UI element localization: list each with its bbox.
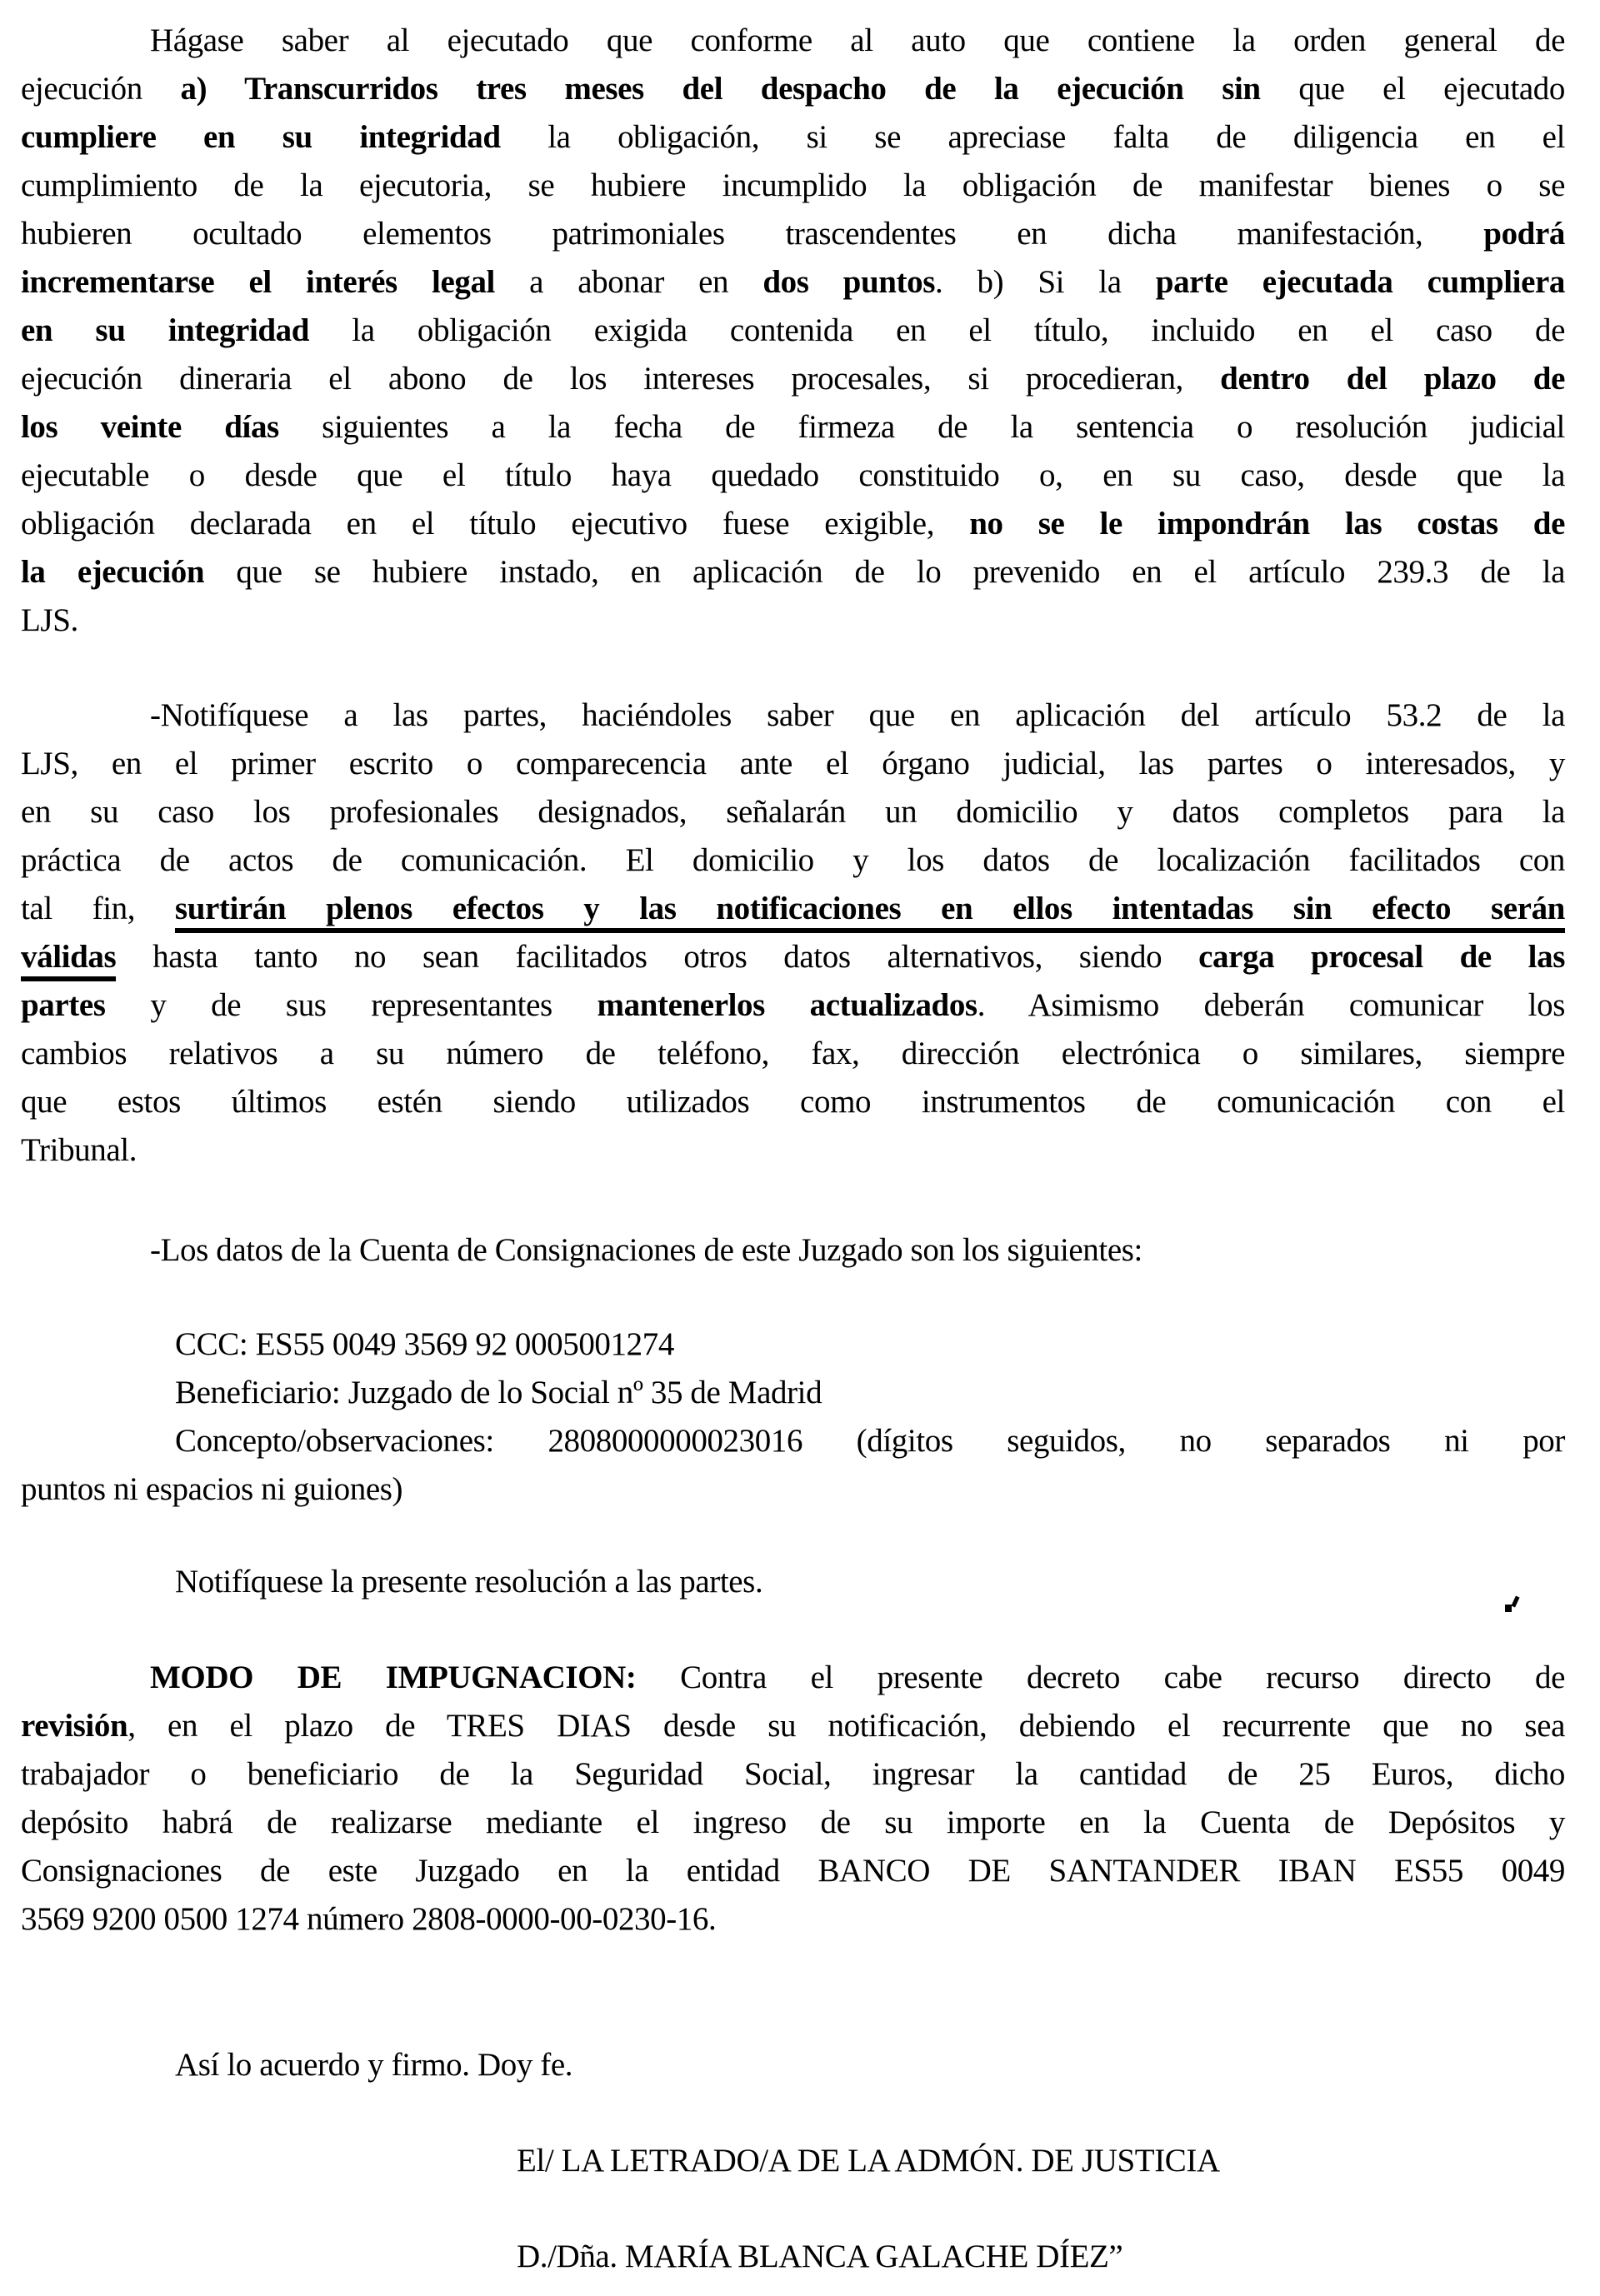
text-run: -Notifíquese a las partes, haciéndoles saber que en aplicación del artículo 53.2 de la: [150, 697, 1565, 733]
document-line: [21, 1750, 1565, 1799]
paragraph-modo-impugnacion: [21, 1654, 1565, 1944]
document-line: [21, 836, 1565, 885]
document-line: [21, 403, 1565, 452]
text-run: que el ejecutado: [1260, 71, 1565, 107]
text-run: 3569 9200 0500 1274 número 2808-0000-00-0230-16.: [21, 1901, 717, 1937]
document-line: [21, 1226, 1565, 1275]
document-line: [21, 307, 1565, 355]
document-line: [21, 933, 1565, 981]
document-line: [21, 1126, 1565, 1175]
document-line: [21, 1847, 1565, 1895]
text-run: LJS, en el primer escrito o comparecencia ante el órgano judicial, las partes o interesados, y: [21, 746, 1565, 781]
text-run: . Asimismo deberán comunicar los: [977, 987, 1565, 1023]
document-line: [21, 1799, 1565, 1847]
document-line: [21, 162, 1565, 210]
text-run-bold: no se le impondrán las costas de: [969, 506, 1565, 542]
text-run: Contra el presente decreto cabe recurso directo de: [636, 1660, 1565, 1695]
text-run: LJS.: [21, 602, 78, 638]
document-line: [21, 355, 1565, 403]
document-line: [21, 1465, 1565, 1514]
text-run: obligación declarada en el título ejecutivo fuese exigible,: [21, 506, 970, 542]
text-run-bold: mantenerlos actualizados: [597, 987, 978, 1023]
paragraph-datos-cuenta-intro: [21, 1226, 1565, 1275]
document-line: [21, 981, 1565, 1030]
text-run: tal fin,: [21, 891, 175, 926]
document-line: [21, 210, 1565, 258]
text-run: que estos últimos estén siendo utilizados como instrumentos de comunicación con el: [21, 1084, 1565, 1120]
text-run: , en el plazo de TRES DIAS desde su notificación, debiendo el recurrente que no sea: [128, 1708, 1565, 1744]
ink-speck-dot: [1505, 1605, 1512, 1612]
text-run: CCC: ES55 0049 3569 92 0005001274: [175, 1326, 674, 1362]
paragraph-advertencia-ejecutado: [21, 17, 1565, 645]
text-run: trabajador o beneficiario de la Seguridad Social, ingresar la cantidad de 25 Euros, dicho: [21, 1756, 1565, 1792]
text-run: y de sus representantes: [105, 987, 598, 1023]
paragraph-notifiquese-resolucion: [21, 1558, 1565, 1606]
text-run-bold: incrementarse el interés legal: [21, 264, 495, 300]
text-run-bold: podrá: [1483, 216, 1565, 252]
document-line: [21, 596, 1565, 645]
document-line: [21, 258, 1565, 307]
text-run: . b) Si la: [935, 264, 1156, 300]
text-run-bold: MODO DE IMPUGNACION:: [150, 1660, 637, 1695]
document-line: [21, 691, 1565, 740]
text-run: puntos ni espacios ni guiones): [21, 1471, 403, 1507]
document-line: [21, 1320, 1565, 1369]
text-run: -Los datos de la Cuenta de Consignaciones de este Juzgado son los siguientes:: [150, 1232, 1142, 1268]
document-line: [21, 2137, 1565, 2185]
text-run: Consignaciones de este Juzgado en la entidad BANCO DE SANTANDER IBAN ES55 0049: [21, 1853, 1565, 1889]
text-run: hubieren ocultado elementos patrimoniales trascendentes en dicha manifestación,: [21, 216, 1484, 252]
document-line: [21, 1417, 1565, 1465]
text-run: Notifíquese la presente resolución a las partes.: [175, 1564, 763, 1600]
document-line: [21, 1895, 1565, 1944]
document-line: [21, 1369, 1565, 1417]
document-line: [21, 113, 1565, 162]
document-line: [21, 2041, 1565, 2089]
document-line: [21, 1030, 1565, 1078]
document-line: [21, 1654, 1565, 1702]
text-run-bold: los veinte días: [21, 409, 279, 445]
document-line: [21, 740, 1565, 788]
text-run: El/ LA LETRADO/A DE LA ADMÓN. DE JUSTICIA: [517, 2143, 1220, 2179]
text-run: práctica de actos de comunicación. El domicilio y los datos de localización facilitados con: [21, 842, 1565, 878]
text-run-bold: carga procesal de las: [1198, 939, 1566, 975]
document-line: [21, 17, 1565, 65]
document-line: [21, 1078, 1565, 1126]
text-run-bold: la ejecución: [21, 554, 205, 590]
text-run: cambios relativos a su número de teléfono, fax, dirección electrónica o similares, siempre: [21, 1036, 1565, 1071]
text-run-bold: dos puntos: [762, 264, 935, 300]
document-line: [21, 500, 1565, 548]
text-run-bold-underline: surtirán plenos efectos y las notificaciones en ellos intentadas sin efecto serán: [175, 891, 1565, 933]
text-run: la obligación exigida contenida en el título, incluido en el caso de: [309, 312, 1565, 348]
text-run: la obligación, si se apreciase falta de diligencia en el: [500, 119, 1566, 155]
document-line: [21, 65, 1565, 113]
text-run-bold: revisión: [21, 1708, 128, 1744]
text-run-bold: en su integridad: [21, 312, 310, 348]
paragraph-notifiquese-partes: [21, 691, 1565, 1175]
text-run: ejecutable o desde que el título haya quedado constituido o, en su caso, desde que la: [21, 457, 1565, 493]
document-line: [21, 452, 1565, 500]
text-run: Beneficiario: Juzgado de lo Social nº 35 de Madrid: [175, 1375, 822, 1410]
document-line: [21, 548, 1565, 596]
text-run-bold: parte ejecutada cumpliera: [1155, 264, 1565, 300]
text-run: D./Dña. MARÍA BLANCA GALACHE DÍEZ”: [517, 2239, 1123, 2274]
text-run-bold: cumpliere en su integridad: [21, 119, 501, 155]
document-line: [21, 885, 1565, 933]
text-run: que se hubiere instado, en aplicación de lo prevenido en el artículo 239.3 de la: [204, 554, 1565, 590]
document-line: [21, 1558, 1565, 1606]
document-line: [21, 788, 1565, 836]
text-run: Concepto/observaciones: 2808000000023016 (dígitos seguidos, no separados ni por: [175, 1423, 1565, 1459]
text-run-bold: a) Transcurridos tres meses del despacho de la ejecución sin: [180, 71, 1261, 107]
document-line: [21, 2233, 1565, 2281]
paragraph-letrado-nombre: [21, 2233, 1565, 2281]
text-run: cumplimiento de la ejecutoria, se hubiere incumplido la obligación de manifestar bienes o se: [21, 167, 1565, 203]
text-run: hasta tanto no sean facilitados otros datos alternativos, siendo: [116, 939, 1199, 975]
paragraph-letrado-titulo: [21, 2137, 1565, 2185]
text-run: ejecución dineraria el abono de los intereses procesales, si procedieran,: [21, 361, 1221, 397]
text-run: Tribunal.: [21, 1132, 138, 1168]
paragraph-datos-cuenta: [21, 1320, 1565, 1514]
text-run: ejecución: [21, 71, 181, 107]
text-run-bold: partes: [21, 987, 106, 1023]
document-line: [21, 1702, 1565, 1750]
text-run: siguientes a la fecha de firmeza de la sentencia o resolución judicial: [278, 409, 1565, 445]
text-run: en su caso los profesionales designados, señalarán un domicilio y datos completos para la: [21, 794, 1565, 830]
text-run: a abonar en: [494, 264, 763, 300]
text-run: depósito habrá de realizarse mediante el ingreso de su importe en la Cuenta de Depósitos y: [21, 1804, 1565, 1840]
paragraph-asi-lo-acuerdo: [21, 2041, 1565, 2089]
text-run-bold: dentro del plazo de: [1220, 361, 1565, 397]
text-run: Así lo acuerdo y firmo. Doy fe.: [175, 2047, 573, 2083]
text-run-bold-underline: válidas: [21, 939, 116, 981]
text-run: Hágase saber al ejecutado que conforme al auto que contiene la orden general de: [150, 22, 1565, 58]
